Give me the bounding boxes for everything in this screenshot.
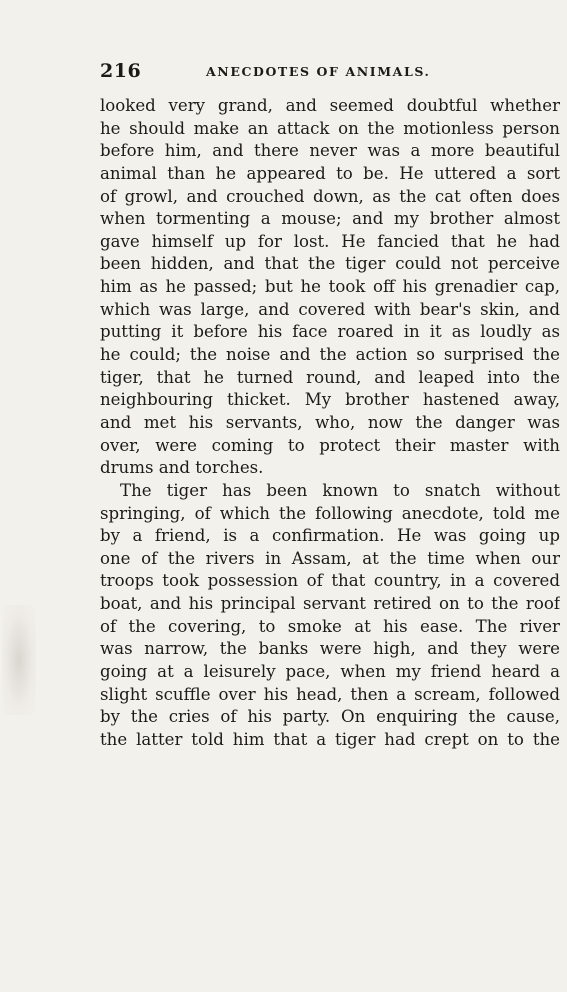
text-line: tiger, that he turned round, and leaped into the bbox=[100, 367, 560, 387]
text-line: which was large, and covered with bear's skin, and bbox=[100, 299, 560, 319]
text-line: looked very grand, and seemed doubtful whether bbox=[100, 96, 560, 115]
text-line: been hidden, and that the tiger could not perceive bbox=[100, 254, 560, 274]
body-text bbox=[100, 95, 560, 752]
text-line: neighbouring thicket. My brother hastened away, bbox=[100, 390, 560, 410]
text-line: going at a leisurely pace, when my friend heard a bbox=[100, 662, 560, 682]
page-smudge bbox=[2, 605, 36, 715]
text-line: by the cries of his party. On enquiring the cause, bbox=[100, 707, 560, 727]
text-line: putting it before his face roared in it as loudly as bbox=[100, 322, 560, 342]
text-line: of growl, and crouched down, as the cat often does bbox=[100, 186, 560, 206]
text-line: when tormenting a mouse; and my brother almost bbox=[100, 209, 560, 229]
text-line: before him, and there never was a more beautiful bbox=[100, 141, 560, 161]
text-line: one of the rivers in Assam, at the time when our bbox=[100, 548, 560, 568]
text-line: animal than he appeared to be. He uttered a sort bbox=[100, 163, 560, 183]
page-header bbox=[100, 60, 560, 86]
text-line: he should make an attack on the motionless person bbox=[100, 118, 560, 138]
text-line: the latter told him that a tiger had crept on to the bbox=[100, 729, 560, 749]
text-line: springing, of which the following anecdote, told me bbox=[100, 503, 560, 523]
text-line: he could; the noise and the action so surprised the bbox=[100, 345, 560, 365]
paragraph-2 bbox=[100, 480, 560, 752]
text-line: of the covering, to smoke at his ease. The river bbox=[100, 616, 560, 636]
text-line: slight scuffle over his head, then a scream, followed bbox=[100, 684, 560, 704]
text-line: was narrow, the banks were high, and they were bbox=[100, 639, 560, 659]
text-line: over, were coming to protect their master with bbox=[100, 435, 560, 455]
text-line: The tiger has been known to snatch without bbox=[120, 480, 560, 500]
paragraph-1 bbox=[100, 95, 560, 480]
text-line: by a friend, is a confirmation. He was going up bbox=[100, 526, 560, 546]
text-line: drums and torches. bbox=[100, 458, 264, 478]
text-line: him as he passed; but he took off his grenadier cap, bbox=[100, 277, 560, 297]
text-line: gave himself up for lost. He fancied that he had bbox=[100, 231, 560, 251]
page-number: 216 bbox=[100, 60, 142, 82]
text-line: and met his servants, who, now the danger was bbox=[100, 412, 560, 432]
running-title: ANECDOTES OF ANIMALS. bbox=[206, 64, 431, 79]
text-line: troops took possession of that country, in a covered bbox=[100, 571, 560, 591]
text-line: boat, and his principal servant retired on to the roof bbox=[100, 594, 560, 614]
